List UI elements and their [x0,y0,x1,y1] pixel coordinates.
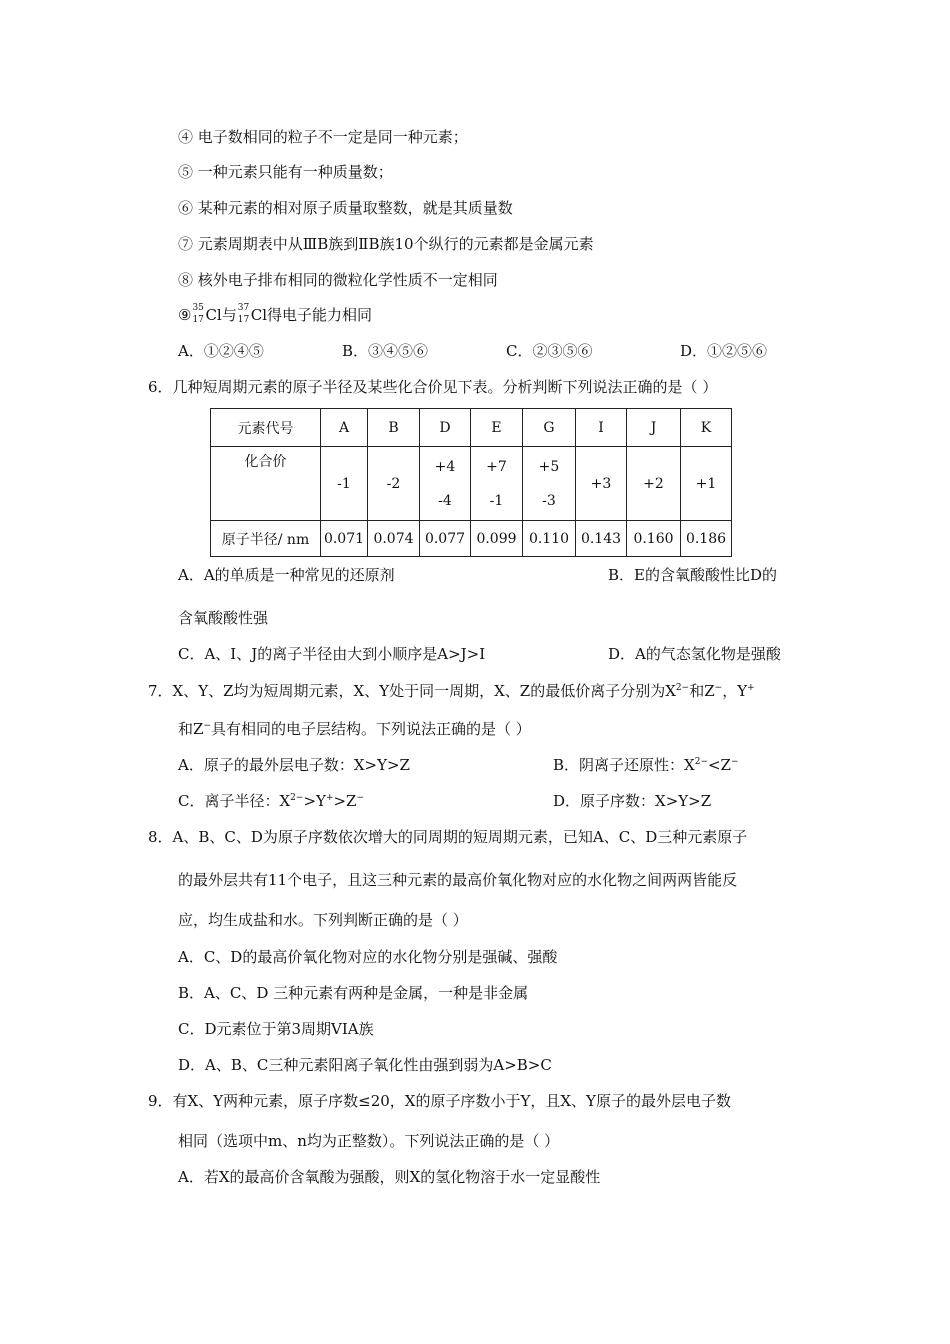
q6-radius-label: 原子半径/ nm [211,521,321,557]
q7-option-d: D．原子序数：X>Y>Z [553,792,712,810]
q6-option-c: C．A、I、J的离子半径由大到小顺序是A>J>I [178,645,486,663]
q6-radius: 0.186 [681,521,732,557]
q6-header-label: 元素代号 [211,409,321,447]
isotope-cl37-number: 17 [237,315,250,325]
isotope-cl35-symbol: Cl [205,306,222,324]
statement-4: ④ 电子数相同的粒子不一定是同一种元素； [178,128,468,146]
q8-option-c: C．D元素位于第3周期VIA族 [178,1020,374,1038]
q6-option-b-cont: 含氧酸酸性强 [178,609,269,627]
q8-stem-line3: 应，均生成盐和水。下列判断正确的是（ ） [178,911,468,929]
q5-option-a: A．①②④⑤ [178,342,264,360]
statement-9-suffix: 得电子能力相同 [267,306,373,324]
q6-valence: +1 [681,447,732,521]
q7-stem-line2: 和Z−具有相同的电子层结构。下列说法正确的是（ ） [178,720,531,738]
q8-stem: 8．A、B、C、D为原子序数依次增大的同周期的短周期元素，已知A、C、D三种元素原子 [148,828,748,846]
statement-9-prefix: ⑨ [178,306,192,324]
q6-valence-label: 化合价 [211,447,321,521]
q6-radius: 0.143 [576,521,627,557]
q6-option-b: B．E的含氧酸酸性比D的 [608,566,777,584]
q7-option-b: B．阴离子还原性：$X^{2-}<Z^-$ [553,756,739,774]
q7-option-a: A．原子的最外层电子数：X>Y>Z [178,756,410,774]
q6-element: G [523,409,576,447]
q7-stem: 7．X、Y、Z均为短周期元素，X、Y处于同一周期，X、Z的最低价离子分别为$X^{2-}$和Z−，Y+ [148,682,755,700]
q6-stem: 6．几种短周期元素的原子半径及某些化合价见下表。分析判断下列说法正确的是（ ） [148,378,718,396]
isotope-cl37-symbol: Cl [250,306,268,324]
statement-6: ⑥ 某种元素的相对原子质量取整数，就是其质量数 [178,199,513,217]
q8-option-d: D．A、B、C三种元素阳离子氧化性由强到弱为A>B>C [178,1056,552,1074]
q6-option-a: A．A的单质是一种常见的还原剂 [178,566,395,584]
q7-option-c: C．离子半径：$X^{2-}>Y^+>Z^-$ [178,792,365,810]
q8-option-a: A．C、D的最高价氧化物对应的水化物分别是强碱、强酸 [178,948,558,966]
isotope-cl37 [237,305,251,325]
q6-element: D [420,409,471,447]
q6-valence: +2 [627,447,681,521]
q6-valence: +3 [576,447,627,521]
q6-radius: 0.110 [523,521,576,557]
q6-element: E [471,409,523,447]
q5-option-c: C．②③⑤⑥ [506,342,593,360]
q6-table-row-elements [211,409,732,447]
q6-element: A [321,409,368,447]
q6-valence: -2 [368,447,420,521]
q9-stem: 9．有X、Y两种元素，原子序数≤20，X的原子序数小于Y，且X、Y原子的最外层电子数 [148,1092,731,1110]
q8-stem-line2: 的最外层共有11个电子，且这三种元素的最高价氧化物对应的水化物之间两两皆能反 [178,871,738,889]
q6-radius: 0.077 [420,521,471,557]
q6-radius: 0.160 [627,521,681,557]
q5-option-d: D．①②⑤⑥ [680,342,768,360]
statement-7: ⑦ 元素周期表中从ⅢB族到ⅡB族10个纵行的元素都是金属元素 [178,235,594,253]
statement-8: ⑧ 核外电子排布相同的微粒化学性质不一定相同 [178,271,498,289]
statement-9-mid: 与 [221,306,237,324]
q6-table-row-radius [211,521,732,557]
isotope-cl35-number: 17 [192,315,204,325]
q6-radius: 0.099 [471,521,523,557]
q6-option-d: D．A的气态氢化物是强酸 [608,645,781,663]
isotope-cl35-mass: 35 [192,303,204,313]
q6-valence: +5 -3 [523,447,576,521]
q6-element: I [576,409,627,447]
q6-table-row-valence [211,447,732,521]
isotope-cl37-mass: 37 [237,303,250,313]
isotope-cl35 [191,305,205,325]
q6-element: J [627,409,681,447]
q9-option-a: A．若X的最高价含氧酸为强酸，则X的氢化物溶于水一定显酸性 [178,1168,601,1186]
q6-valence: -1 [321,447,368,521]
q6-radius: 0.074 [368,521,420,557]
q6-element: K [681,409,732,447]
q5-option-b: B．③④⑤⑥ [342,342,429,360]
statement-9 [178,305,372,325]
q8-option-b: B．A、C、D 三种元素有两种是金属，一种是非金属 [178,984,529,1002]
statement-5: ⑤ 一种元素只能有一种质量数； [178,163,393,181]
q9-stem-line2: 相同（选项中m、n均为正整数）。下列说法正确的是（ ） [178,1132,560,1150]
q6-element: B [368,409,420,447]
q6-radius: 0.071 [321,521,368,557]
q6-valence: +7 -1 [471,447,523,521]
q6-table [210,408,732,557]
q6-valence: +4 -4 [420,447,471,521]
